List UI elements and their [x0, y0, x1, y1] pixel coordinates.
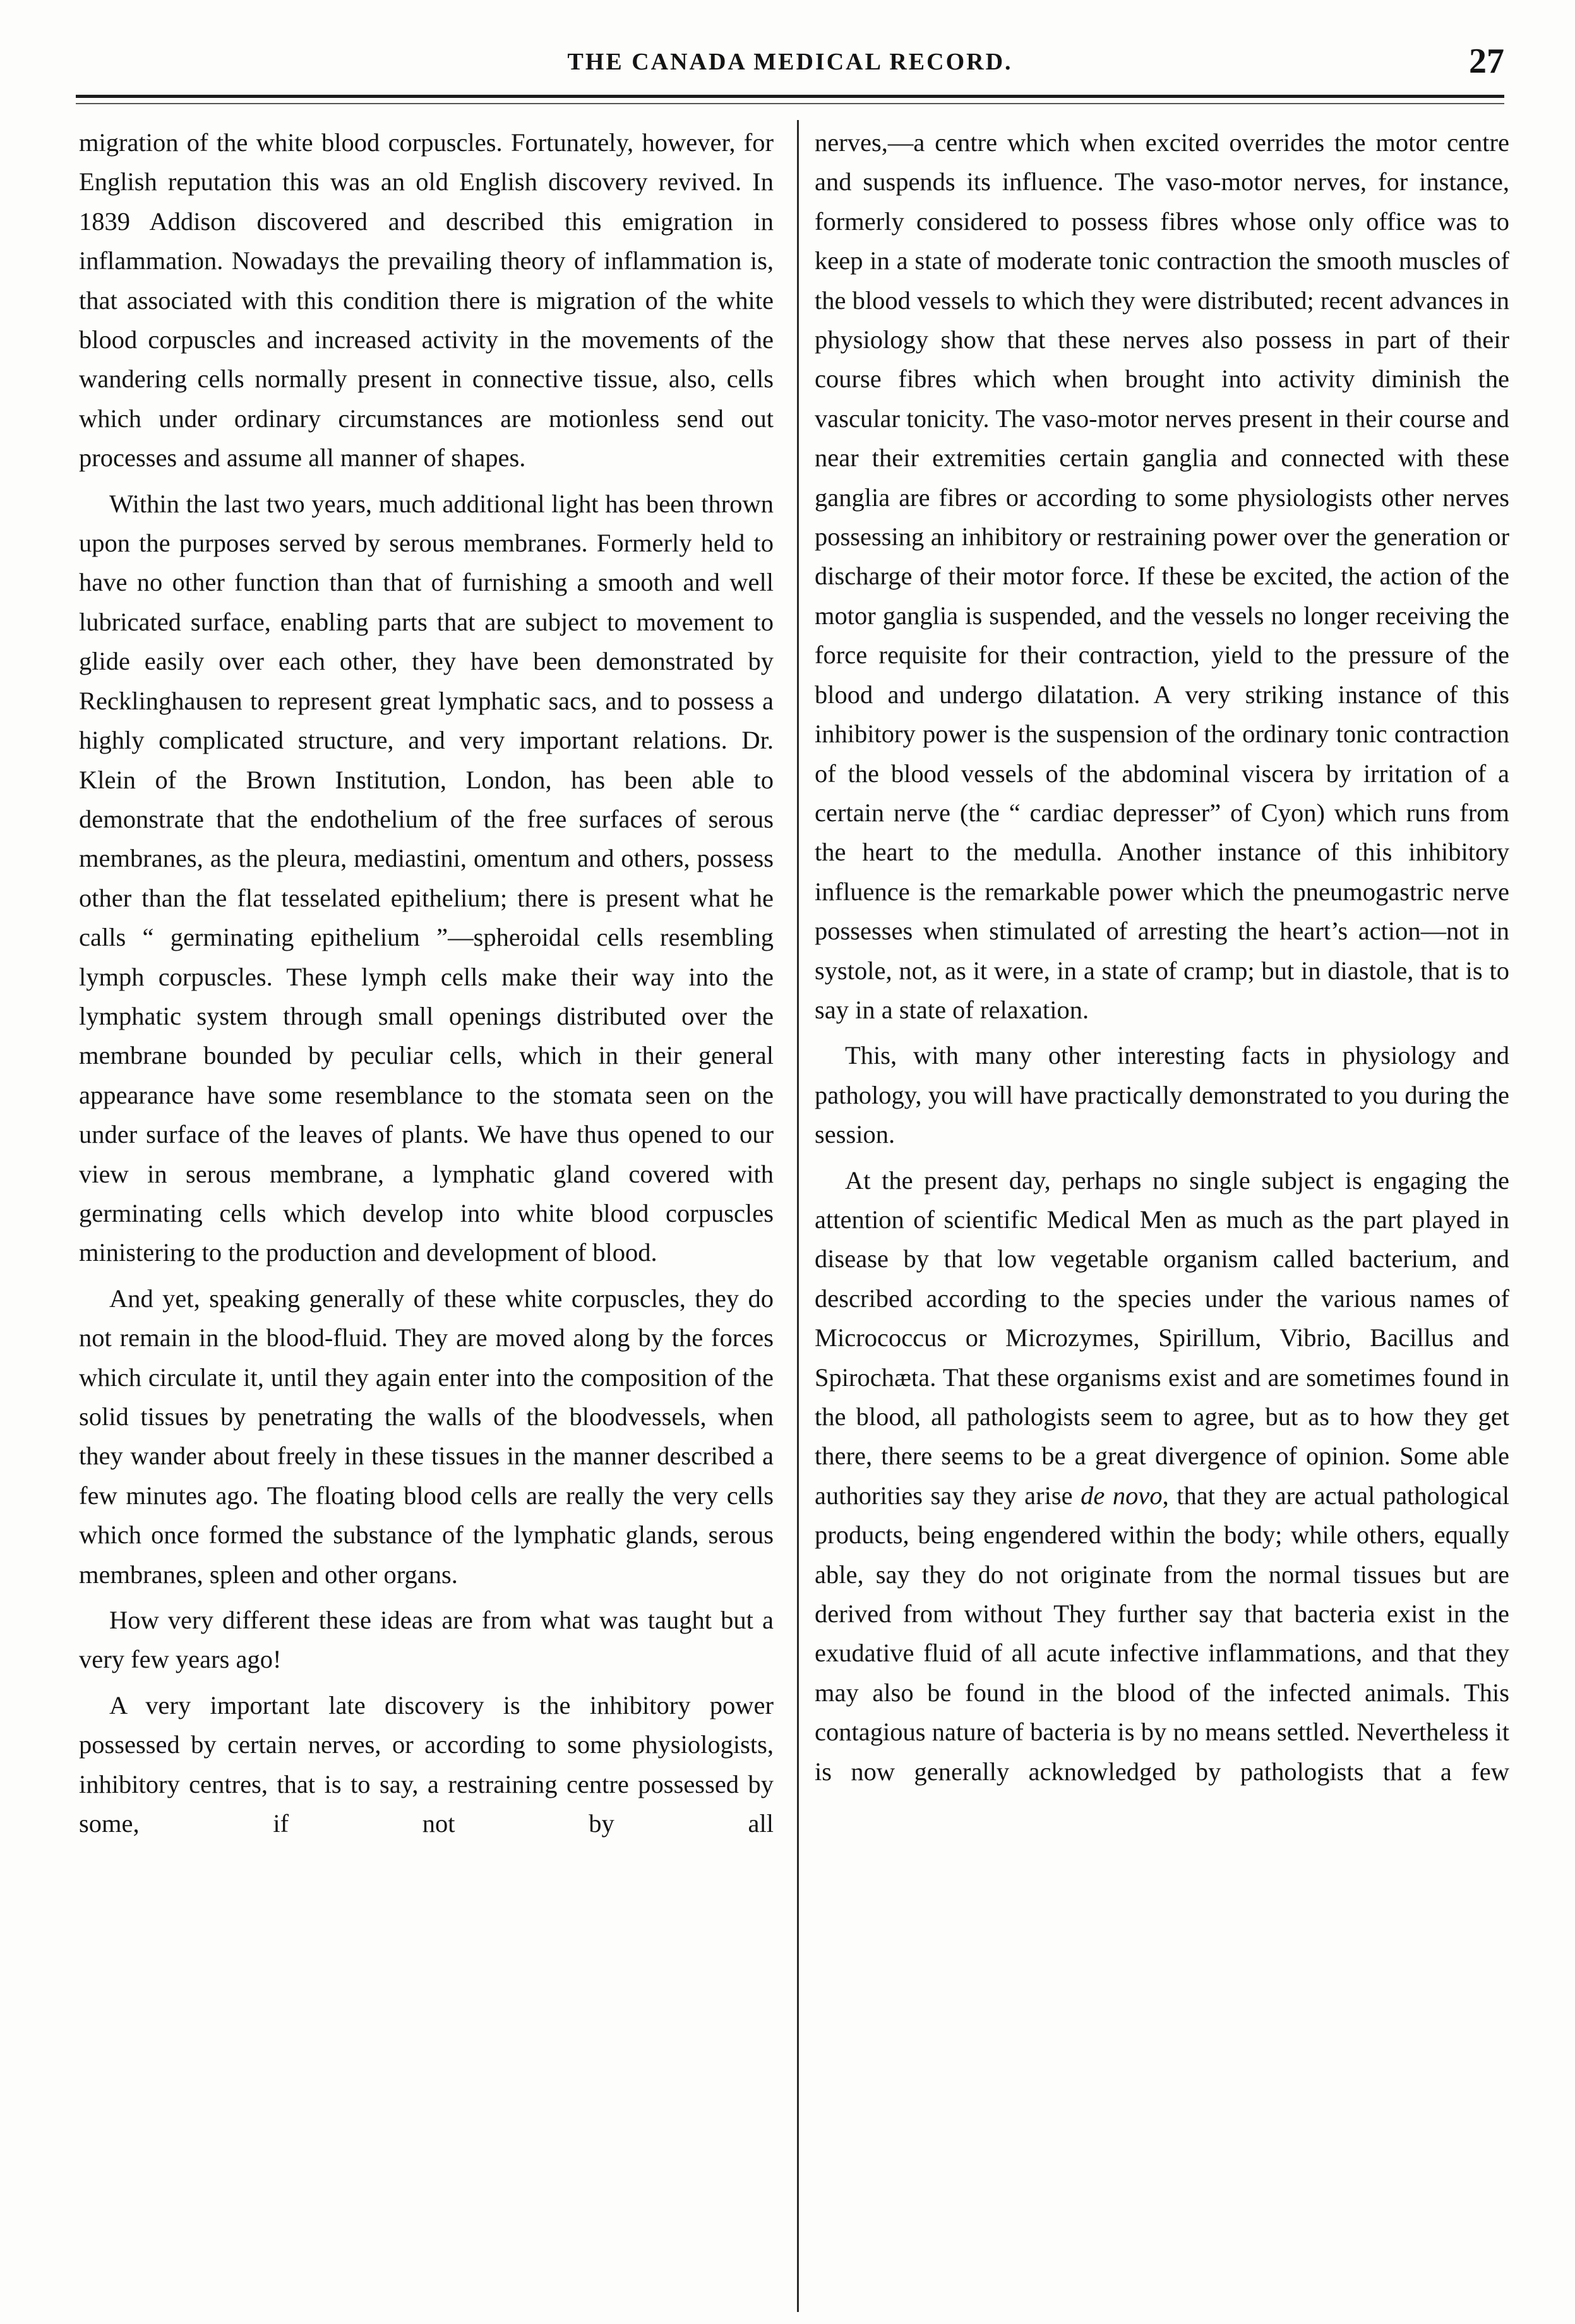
page-number: 27	[1469, 42, 1504, 81]
paragraph: Within the last two years, much additional light has been thrown upon the purposes served by serous membranes. Formerly held to have no other function than that of furnishing a smooth and well lubricated surface, enabling parts that are subject to movement to glide easily over each other, they have been demonstrated by Recklinghausen to represent great lymphatic sacs, and to possess a highly complicated structure, and very important relations. Dr. Klein of the Brown Institution, London, has been able to demonstrate that the endothelium of the free surfaces of serous membranes, as the pleura, mediastini, omentum and others, possess other than the flat tesselated epithelium; there is present what he calls “ germinating epithelium ”—spheroidal cells resembling lymph corpuscles. These lymph cells make their way into the lymphatic system through small openings distributed over the membrane bounded by peculiar cells, which in their general appearance have some resemblance to the stomata seen on the under surface of the leaves of plants. We have thus opened to our view in serous membrane, a lymphatic gland covered with germinating cells which develop into white blood corpuscles ministering to the production and development of blood.	[79, 489, 774, 1267]
paragraph-text: , that they are actual pathological products, being engendered within the body; while others, equally able, say they do not originate from the normal tissues but are derived from without They further say that bacteria exist in the exudative fluid of all acute infective inflammations, and that they may also be found in the blood of the infected animals. This contagious nature of bacteria is by no means settled. Nevertheless it is now generally acknowledged by pathologists that a few	[815, 1481, 1509, 1786]
running-head	[76, 43, 1504, 87]
left-column	[79, 123, 774, 2315]
paragraph-text: At the present day, perhaps no single subject is engaging the attention of scientific Medical Men as much as the part played in disease by that low vegetable organism called bacterium, and described according to the species under the various names of Micrococcus or Microzymes, Spirillum, Vibrio, Bacillus and Spirochæta. That these organisms exist and are sometimes found in the blood, all pathologists seem to agree, but as to how they get there, there seems to be a great divergence of opinion. Some able authorities say they arise	[815, 1165, 1509, 1510]
paragraph	[815, 1161, 1509, 1792]
paragraph: nerves,—a centre which when excited overrides the motor centre and suspends its influence. The vaso-motor nerves, for instance, formerly considered to possess fibres whose only office was to keep in a state of moderate tonic contraction the smooth muscles of the blood vessels to which they were distributed; recent advances in physiology show that these nerves also possess in part of their course fibres which when brought into activity diminish the vascular tonicity. The vaso-motor nerves present in their course and near their extremities certain ganglia and connected with these ganglia are fibres or according to some physiologists other nerves possessing an inhibitory or restraining power over the generation or discharge of their motor force. If these be excited, the action of the motor ganglia is suspended, and the vessels no longer receiving the force requisite for their contraction, yield to the pressure of the blood and undergo dilatation. A very striking instance of this inhibitory power is the suspension of the ordinary tonic contraction of the blood vessels of the abdominal viscera by irritation of a certain nerve (the “ cardiac depresser” of Cyon) which runs from the heart to the medulla. Another instance of this inhibitory influence is the remarkable power which the pneumogastric nerve possesses when stimulated of arresting the heart’s action—not in systole, not, as it were, in a state of cramp; but in diastole, that is to say in a state of relaxation.	[815, 128, 1509, 1024]
paragraph: A very important late discovery is the inhibitory power possessed by certain nerves, or according to some physiologists, inhibitory centres, that is to say, a restraining centre possessed by some, if not by all	[79, 1690, 774, 1838]
right-column	[815, 123, 1509, 2315]
italic-phrase: de novo	[1081, 1481, 1163, 1510]
header-rule	[76, 95, 1504, 98]
running-title: THE CANADA MEDICAL RECORD.	[567, 49, 1013, 75]
column-divider	[797, 120, 799, 2312]
paragraph: This, with many other interesting facts in physiology and pathology, you will have practically demonstrated to you during the session.	[815, 1041, 1509, 1149]
header-rule-thin	[76, 103, 1504, 104]
paragraph: How very different these ideas are from what was taught but a very few years ago!	[79, 1606, 774, 1674]
paragraph: And yet, speaking generally of these white corpuscles, they do not remain in the blood-fluid. They are moved along by the forces which circulate it, until they again enter into the composition of the solid tissues by penetrating the walls of the bloodvessels, when they wander about freely in these tissues in the manner described a few minutes ago. The floating blood cells are really the very cells which once formed the substance of the lymphatic glands, serous membranes, spleen and other organs.	[79, 1284, 774, 1589]
paragraph: migration of the white blood corpuscles. Fortunately, however, for English reputation this was an old English discovery revived. In 1839 Addison discovered and described this emigration in inflammation. Nowadays the prevailing theory of inflammation is, that associated with this condition there is migration of the white blood corpuscles and increased activity in the movements of the wandering cells normally present in connective tissue, also, cells which under ordinary circumstances are motionless send out processes and assume all manner of shapes.	[79, 128, 774, 473]
